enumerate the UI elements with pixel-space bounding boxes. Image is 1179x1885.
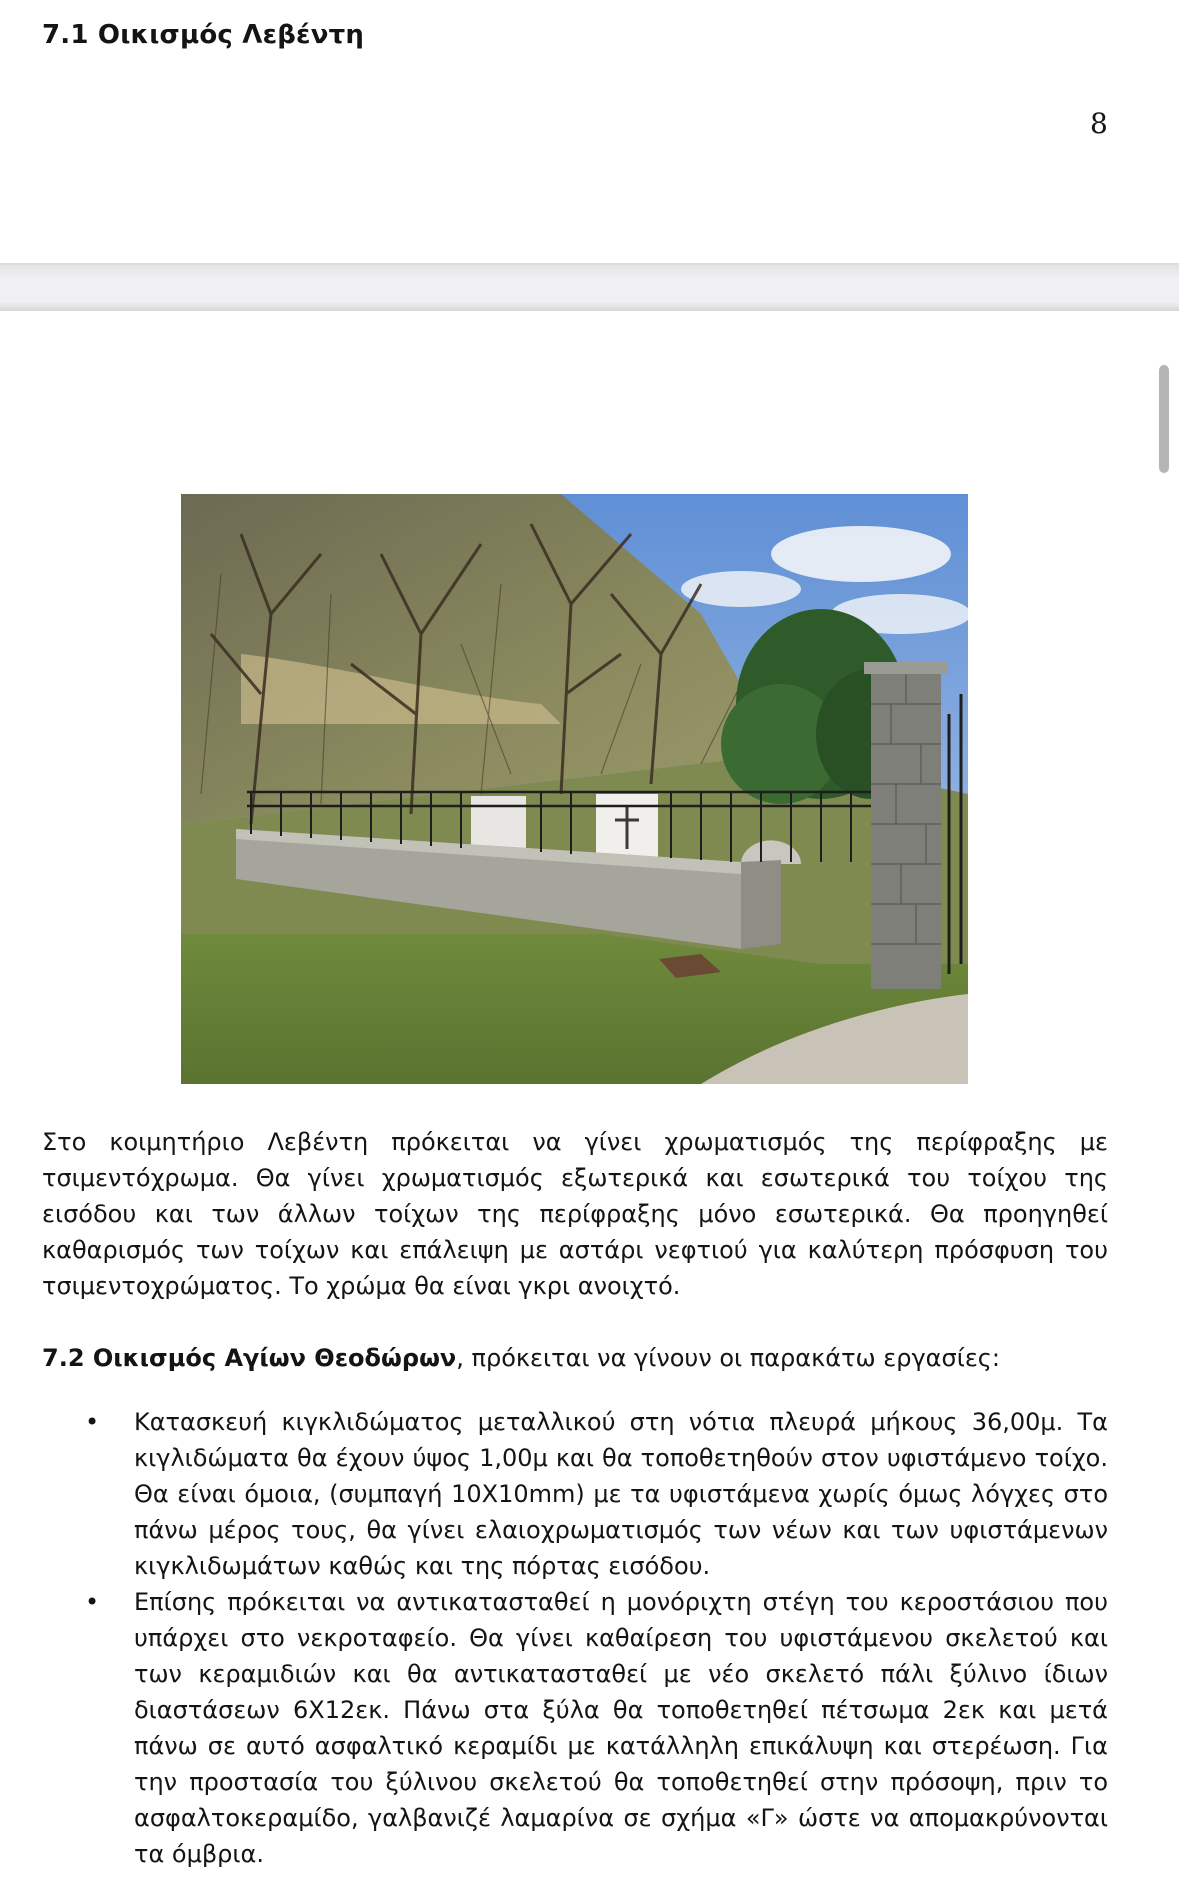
cemetery-photo xyxy=(181,494,968,1084)
scrollbar-thumb[interactable] xyxy=(1159,365,1169,473)
section-7-2-title-rest: , πρόκειται να γίνουν οι παρακάτω εργασίες: xyxy=(456,1344,1000,1372)
section-heading-7-2 xyxy=(42,1340,1000,1376)
page-number: 8 xyxy=(1090,107,1108,140)
list-item xyxy=(42,1584,1108,1872)
page-separator xyxy=(0,263,1179,311)
bullet-icon: • xyxy=(85,1408,100,1436)
list-item-text: Επίσης πρόκειται να αντικατασταθεί η μονόριχτη στέγη του κεροστάσιου που υπάρχει στο νεκροταφείο. Θα γίνει καθαίρεση του υφιστάμενου σκελετού και των κεραμιδιών και θα αντικατασταθεί με νέο σκελετό πάλι ξύλινο ίδιων διαστάσεων 6Χ12εκ. Πάνω στα ξύλα θα τοποθετηθεί πέτσωμα 2εκ και μετά πάνω σε αυτό ασφαλτικό κεραμίδι με κατάλληλη επικάλυψη και στερέωση. Για την προστασία του ξύλινου σκελετού θα τοποθετηθεί στην πρόσοψη, πριν το ασφαλτοκεραμίδο, γαλβανιζέ λαμαρίνα σε σχήμα «Γ» ώστε να απομακρύνονται τα όμβρια. xyxy=(134,1588,1108,1868)
section-7-2-title: 7.2 Οικισμός Αγίων Θεοδώρων xyxy=(42,1344,457,1372)
section-7-1-paragraph: Στο κοιμητήριο Λεβέντη πρόκειται να γίνει χρωματισμός της περίφραξης με τσιμεντόχρωμα. Θα γίνει χρωματισμός εξωτερικά και εσωτερικά του τοίχου της εισόδου και των άλλων τοίχων της περίφραξης μόνο εσωτερικά. Θα προηγηθεί καθαρισμός των τοίχων και επάλειψη με αστάρι νεφτιού για καλύτερη πρόσφυση του τσιμεντοχρώματος. Το χρώμα θα είναι γκρι ανοιχτό. xyxy=(42,1128,1108,1300)
list-item xyxy=(42,1404,1108,1584)
bullet-icon: • xyxy=(85,1588,100,1616)
works-bullet-list xyxy=(42,1404,1108,1872)
list-item-text: Κατασκευή κιγκλιδώματος μεταλλικού στη νότια πλευρά μήκους 36,00μ. Τα κιγλιδώματα θα έχουν ύψος 1,00μ και θα τοποθετηθούν στον υφιστάμενο τοίχο. Θα είναι όμοια, (συμπαγή 10Χ10mm) με τα υφιστάμενα χωρίς όμως λόγχες στο πάνω μέρος τους, θα γίνει ελαιοχρωματισμός των νέων και των υφιστάμενων κιγκλιδωμάτων καθώς και της πόρτας εισόδου. xyxy=(134,1408,1108,1580)
section-heading-7-1: 7.1 Οικισμός Λεβέντη xyxy=(42,20,365,50)
